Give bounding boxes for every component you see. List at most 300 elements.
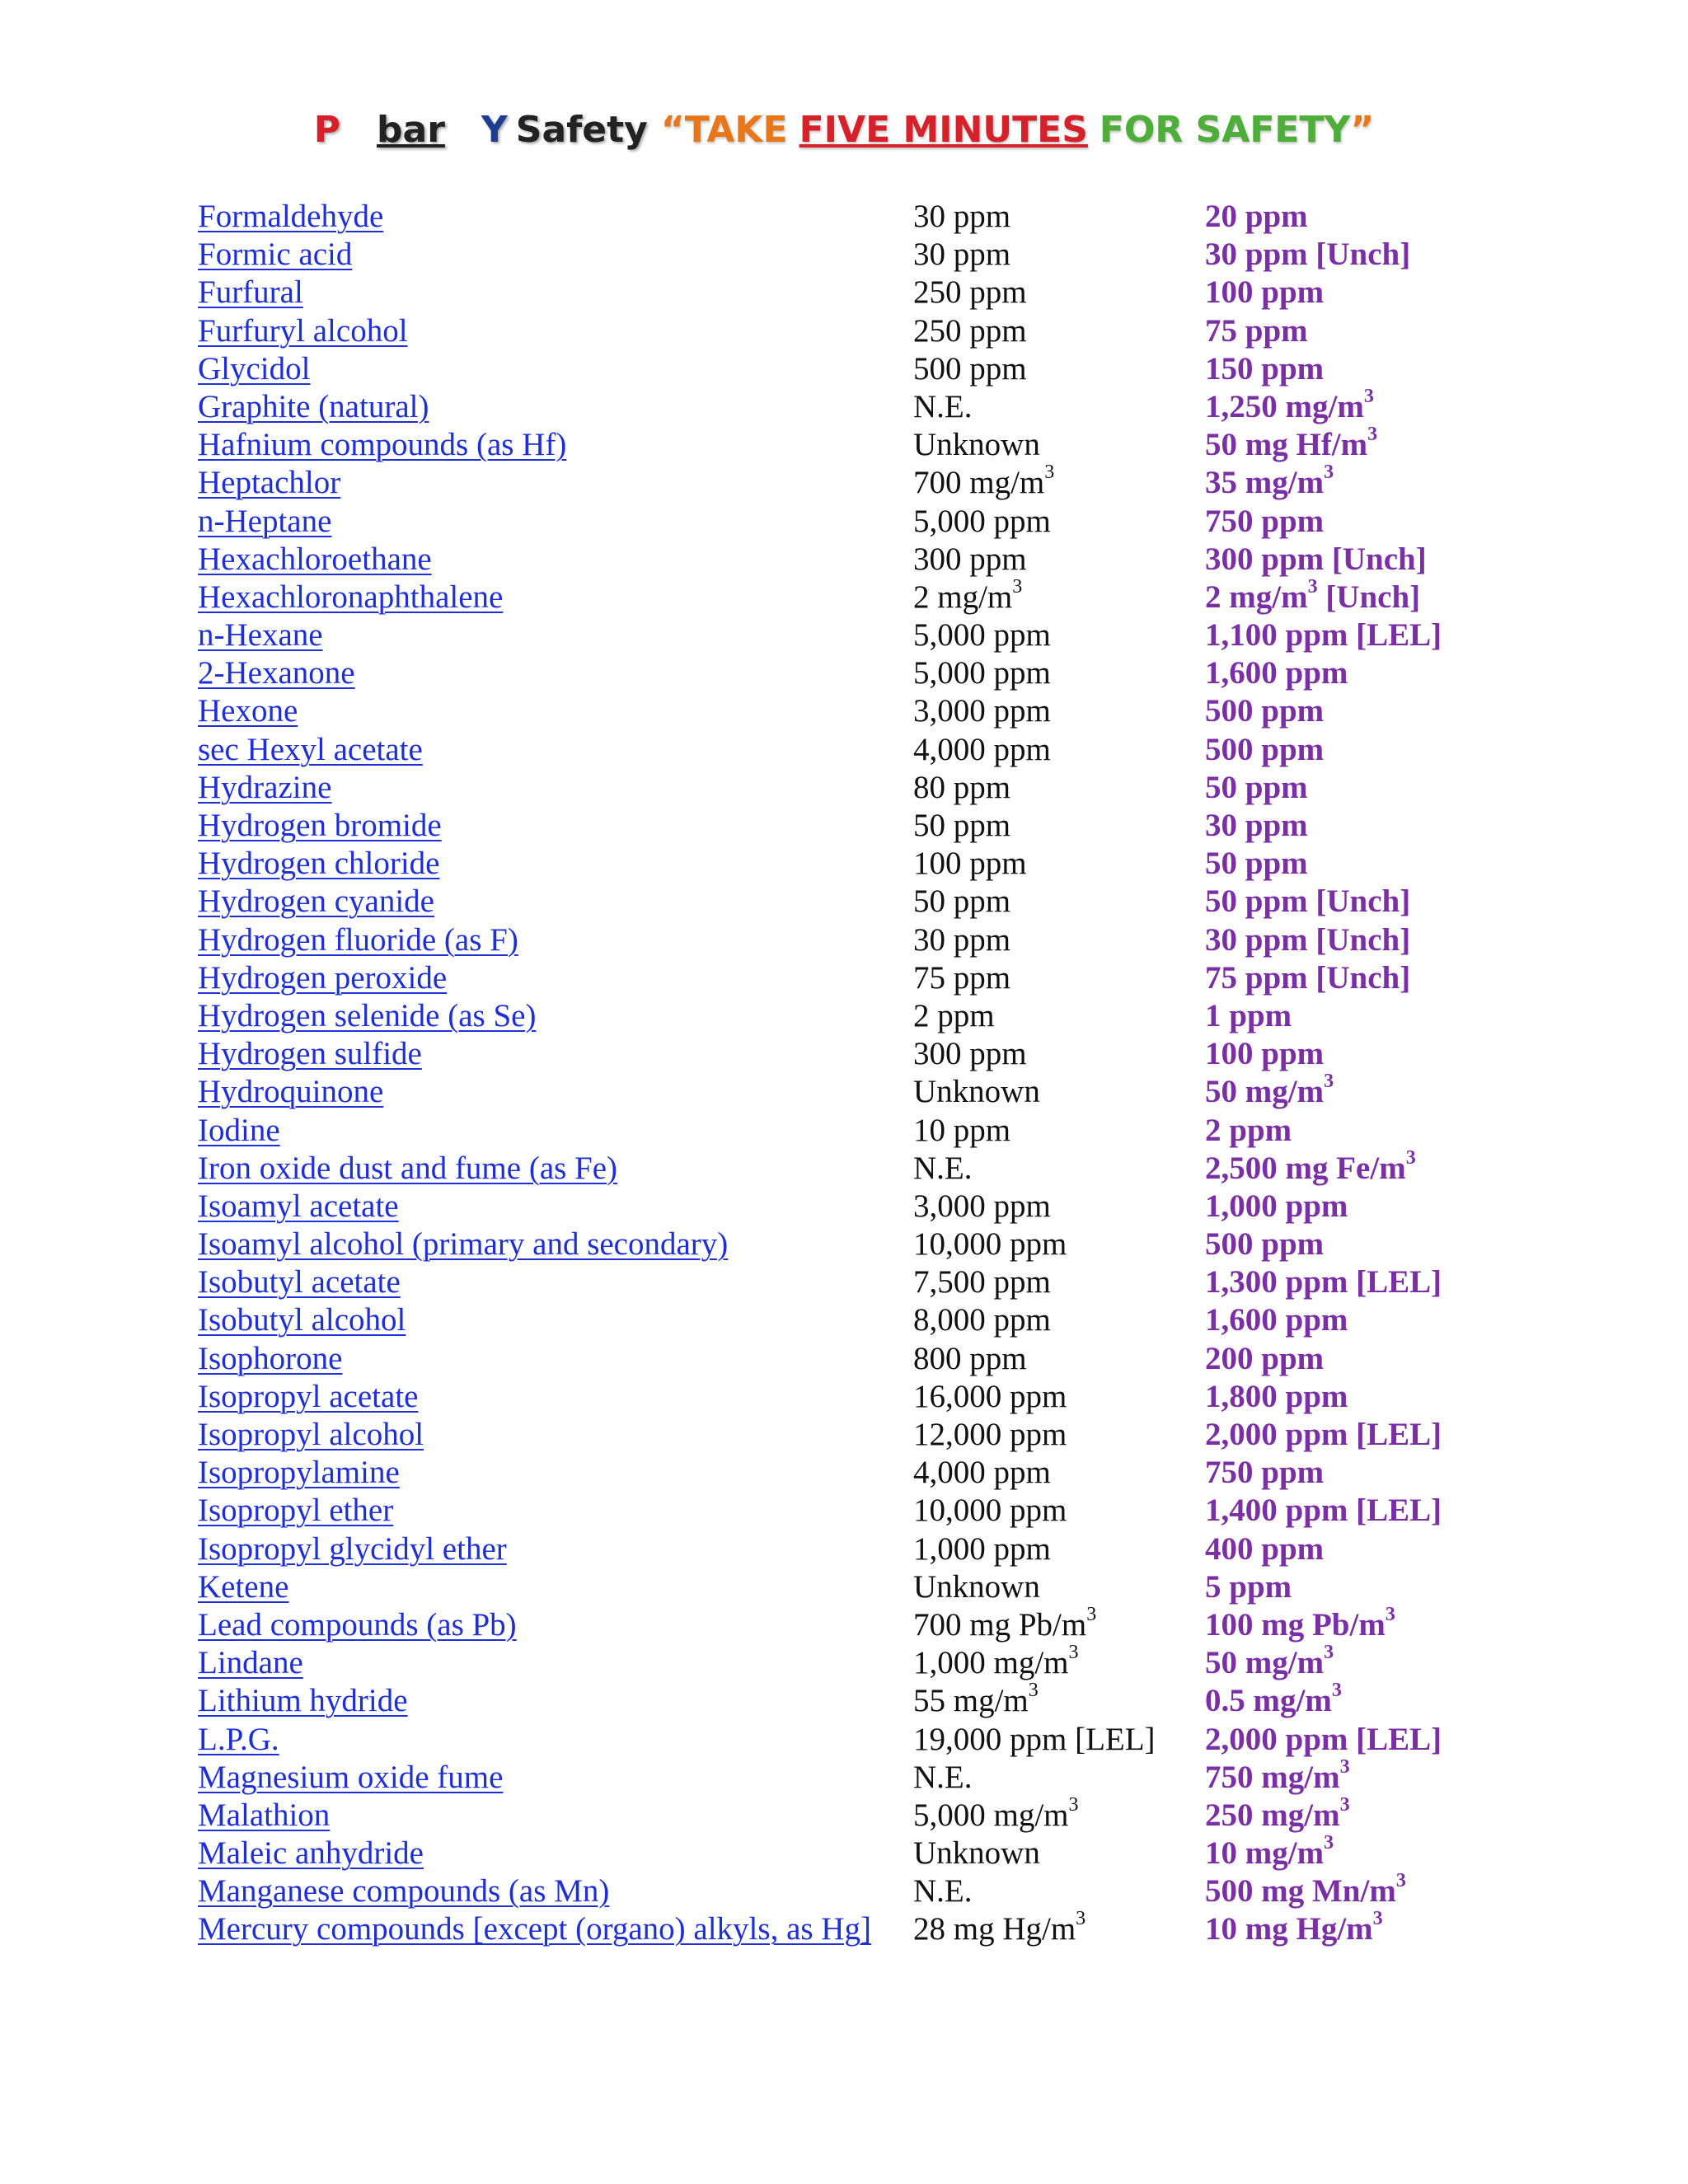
revised-idlh-value — [1205, 807, 1308, 845]
table-row — [198, 1872, 1484, 1910]
revised-idlh-value — [1205, 1112, 1292, 1150]
chemical-name-link[interactable]: Hydrogen peroxide — [198, 959, 448, 996]
header-close-quote: ” — [1350, 109, 1375, 151]
table-row — [198, 959, 1484, 997]
idlh-value-text: 10 ppm — [913, 1112, 1011, 1148]
idlh-value-text: 5,000 ppm — [913, 617, 1051, 654]
revised-idlh-value — [1205, 1035, 1324, 1073]
idlh-value — [913, 769, 1010, 807]
revised-idlh-value — [1205, 1682, 1342, 1720]
idlh-value — [913, 654, 1051, 692]
revised-idlh-value — [1205, 1188, 1348, 1226]
idlh-value-text: N.E. — [913, 1759, 973, 1795]
revised-idlh-value — [1205, 1263, 1442, 1301]
idlh-value — [913, 541, 1027, 579]
revised-idlh-text: 2,000 ppm [LEL] — [1205, 1417, 1442, 1452]
revised-idlh-text: 750 ppm — [1205, 1455, 1325, 1491]
revised-idlh-superscript: 3 — [1405, 1146, 1416, 1169]
table-row — [198, 1454, 1484, 1492]
header-logo-y: Y — [481, 109, 508, 151]
revised-idlh-text: 1,000 ppm — [1205, 1188, 1348, 1224]
idlh-value — [913, 1378, 1067, 1416]
revised-idlh-superscript: 3 — [1363, 385, 1374, 407]
revised-idlh-text: 50 mg/m — [1205, 1645, 1325, 1681]
chemical-name-link[interactable]: n-Hexane — [198, 617, 323, 654]
idlh-value — [913, 350, 1027, 388]
idlh-value — [913, 388, 973, 426]
revised-idlh-text: 0.5 mg/m — [1205, 1683, 1332, 1719]
chemical-name-link[interactable]: 2-Hexanone — [198, 655, 355, 691]
idlh-value-text: 300 ppm — [913, 541, 1027, 577]
table-row — [198, 1682, 1484, 1720]
idlh-value-text: 2 ppm — [913, 997, 995, 1033]
idlh-value-text: 500 ppm — [913, 350, 1027, 387]
idlh-value — [913, 1910, 1085, 1948]
idlh-value — [913, 1035, 1027, 1073]
idlh-value-text: 250 ppm — [913, 274, 1027, 311]
revised-idlh-value — [1205, 503, 1324, 541]
header-safety: Safety — [515, 109, 648, 151]
revised-idlh-text: 750 ppm — [1205, 503, 1325, 539]
idlh-value — [913, 1644, 1079, 1682]
revised-idlh-text: 10 mg/m — [1205, 1835, 1325, 1872]
idlh-value — [913, 1301, 1051, 1339]
revised-idlh-text: 50 ppm — [1205, 769, 1308, 805]
idlh-value — [913, 236, 1010, 274]
idlh-value — [913, 616, 1051, 654]
idlh-value-text: 28 mg Hg/m — [913, 1911, 1076, 1947]
table-row — [198, 845, 1484, 883]
revised-idlh-text: 200 ppm — [1205, 1340, 1325, 1376]
idlh-value — [913, 1603, 1097, 1644]
revised-idlh-value — [1205, 385, 1374, 426]
table-row — [198, 1910, 1484, 1948]
table-row — [198, 1263, 1484, 1301]
chemical-name-link[interactable]: Hydrogen cyanide — [198, 883, 434, 920]
table-row — [198, 769, 1484, 807]
idlh-value-text: 3,000 ppm — [913, 1188, 1051, 1224]
header-for-safety: FOR SAFETY — [1100, 105, 1350, 155]
table-row — [198, 1530, 1484, 1568]
revised-idlh-value — [1205, 350, 1324, 388]
idlh-value-text: 5,000 ppm — [913, 503, 1051, 539]
revised-idlh-text: 75 ppm — [1205, 312, 1308, 349]
chemical-name-link[interactable]: Mercury compounds [except (organo) alkyls, as Hg] — [198, 1911, 871, 1947]
idlh-value — [913, 692, 1051, 730]
idlh-value — [913, 1263, 1051, 1301]
idlh-superscript: 3 — [1076, 1908, 1086, 1930]
revised-idlh-text: 1,100 ppm [LEL] — [1205, 617, 1442, 654]
revised-idlh-value — [1205, 883, 1410, 921]
table-row — [198, 350, 1484, 388]
revised-idlh-value — [1205, 1416, 1442, 1454]
idlh-value-text: 7,500 ppm — [913, 1264, 1051, 1301]
revised-idlh-value — [1205, 1301, 1348, 1339]
revised-idlh-superscript: 3 — [1307, 575, 1318, 598]
table-row — [198, 236, 1484, 274]
table-row — [198, 198, 1484, 236]
table-row — [198, 1793, 1484, 1835]
idlh-value-text: 80 ppm — [913, 769, 1011, 805]
revised-idlh-superscript: 3 — [1324, 462, 1334, 484]
chemical-name-link[interactable]: Hexone — [198, 693, 298, 729]
revised-idlh-value — [1205, 1492, 1442, 1530]
table-row — [198, 921, 1484, 959]
revised-idlh-text: 1,250 mg/m — [1205, 388, 1364, 424]
revised-idlh-superscript: 3 — [1324, 1071, 1334, 1093]
chemical-name-link[interactable]: Hydrazine — [198, 769, 332, 805]
revised-idlh-text: 2 ppm — [1205, 1112, 1292, 1148]
revised-idlh-text: 1,400 ppm [LEL] — [1205, 1493, 1442, 1529]
idlh-value — [913, 1721, 1156, 1759]
idlh-value-text: Unknown — [913, 1568, 1040, 1605]
chemical-name-link[interactable]: Graphite (natural) — [198, 388, 429, 424]
chemical-name-link[interactable]: Glycidol — [198, 350, 311, 387]
idlh-value-text: N.E. — [913, 388, 973, 424]
revised-idlh-text: 30 ppm [Unch] — [1205, 237, 1411, 273]
revised-idlh-text: 50 mg Hf/m — [1205, 427, 1368, 463]
idlh-value-text: 8,000 ppm — [913, 1302, 1051, 1338]
table-row — [198, 575, 1484, 616]
idlh-value — [913, 1454, 1051, 1492]
idlh-value-text: 50 ppm — [913, 808, 1011, 843]
idlh-superscript: 3 — [1086, 1603, 1097, 1625]
revised-idlh-value — [1205, 921, 1410, 959]
chemical-name-link[interactable]: Magnesium oxide fume — [198, 1759, 504, 1795]
idlh-value — [913, 1112, 1010, 1150]
chemical-name-link[interactable]: Isoamyl acetate — [198, 1188, 399, 1224]
chemical-name-link[interactable]: Ketene — [198, 1568, 289, 1605]
revised-idlh-value — [1205, 1378, 1348, 1416]
idlh-superscript: 3 — [1044, 462, 1055, 484]
table-row — [198, 1492, 1484, 1530]
idlh-value — [913, 1073, 1040, 1111]
chemical-name-link[interactable]: Iron oxide dust and fume (as Fe) — [198, 1150, 618, 1186]
idlh-value-text: 2 mg/m — [913, 579, 1013, 615]
revised-idlh-text: 2 mg/m — [1205, 579, 1308, 615]
revised-idlh-text: 500 ppm — [1205, 693, 1325, 729]
idlh-value — [913, 198, 1010, 236]
idlh-superscript: 3 — [1068, 1793, 1079, 1816]
idlh-value-text: 30 ppm — [913, 199, 1011, 234]
idlh-value — [913, 1835, 1040, 1872]
revised-idlh-value — [1205, 575, 1421, 616]
idlh-value-text: 700 mg Pb/m — [913, 1606, 1087, 1643]
revised-idlh-value — [1205, 1832, 1334, 1872]
revised-idlh-text: 50 ppm [Unch] — [1205, 883, 1411, 920]
revised-idlh-superscript: 3 — [1385, 1603, 1395, 1625]
idlh-value-text: 300 ppm — [913, 1036, 1027, 1072]
chemical-name-link[interactable]: Hexachloroethane — [198, 541, 432, 577]
header-logo-p: P — [313, 109, 340, 151]
table-row — [198, 503, 1484, 541]
revised-idlh-text: 75 ppm [Unch] — [1205, 959, 1411, 996]
revised-idlh-text: 5 ppm — [1205, 1568, 1292, 1605]
table-row — [198, 1832, 1484, 1872]
chemical-name-link[interactable]: Isopropyl glycidyl ether — [198, 1530, 507, 1567]
table-row — [198, 1644, 1484, 1682]
revised-idlh-value — [1205, 1755, 1350, 1797]
idlh-superscript: 3 — [1068, 1642, 1079, 1664]
revised-idlh-value — [1205, 1603, 1395, 1644]
revised-idlh-text: 1,600 ppm — [1205, 1302, 1348, 1338]
table-row — [198, 997, 1484, 1035]
revised-idlh-superscript: 3 — [1339, 1755, 1350, 1778]
revised-idlh-value — [1205, 1530, 1324, 1568]
revised-idlh-value — [1205, 1073, 1334, 1111]
revised-idlh-value — [1205, 654, 1348, 692]
header-five-minutes: FIVE MINUTES — [799, 109, 1088, 151]
table-row — [198, 692, 1484, 730]
idlh-value-text: Unknown — [913, 427, 1040, 463]
revised-idlh-text: 250 mg/m — [1205, 1797, 1340, 1833]
revised-idlh-text: 150 ppm — [1205, 350, 1325, 387]
chemical-name-link[interactable]: Hydroquinone — [198, 1074, 384, 1110]
revised-idlh-text: 500 ppm — [1205, 1226, 1325, 1263]
revised-idlh-value — [1205, 1340, 1324, 1378]
revised-idlh-superscript: 3 — [1372, 1908, 1383, 1930]
idlh-value-text: 1,000 mg/m — [913, 1645, 1069, 1681]
revised-idlh-value — [1205, 1872, 1406, 1910]
revised-idlh-text: 20 ppm — [1205, 199, 1308, 234]
table-row — [198, 385, 1484, 426]
idlh-value — [913, 1872, 973, 1910]
revised-idlh-superscript: 3 — [1324, 1642, 1334, 1664]
idlh-value — [913, 575, 1023, 616]
header-logo-bar: bar — [377, 109, 445, 151]
idlh-value — [913, 1530, 1051, 1568]
chemical-name-link[interactable]: Hydrogen selenide (as Se) — [198, 997, 537, 1033]
idlh-superscript: 3 — [1028, 1680, 1039, 1702]
chemical-name-link[interactable]: Hydrogen sulfide — [198, 1036, 422, 1072]
idlh-value-text: 5,000 ppm — [913, 655, 1051, 691]
idlh-value — [913, 1793, 1079, 1835]
revised-idlh-value — [1205, 997, 1292, 1035]
idlh-value — [913, 959, 1010, 997]
idlh-value-text: N.E. — [913, 1873, 973, 1910]
revised-idlh-text: 10 mg Hg/m — [1205, 1911, 1373, 1947]
revised-idlh-value — [1205, 1910, 1383, 1948]
revised-idlh-value — [1205, 1146, 1416, 1188]
chemical-name-link[interactable]: Isopropylamine — [198, 1455, 400, 1491]
idlh-value — [913, 1226, 1067, 1263]
revised-idlh-value — [1205, 959, 1410, 997]
header-take: TAKE — [684, 109, 788, 151]
revised-idlh-value — [1205, 541, 1427, 579]
idlh-value-text: 100 ppm — [913, 846, 1027, 882]
idlh-value-text: 4,000 ppm — [913, 731, 1051, 767]
idlh-value-text: 55 mg/m — [913, 1683, 1029, 1719]
revised-idlh-value — [1205, 616, 1442, 654]
table-row — [198, 1340, 1484, 1378]
chemical-name-link[interactable]: Lithium hydride — [198, 1683, 408, 1719]
revised-idlh-text: 1,300 ppm [LEL] — [1205, 1264, 1442, 1301]
table-row — [198, 1568, 1484, 1606]
chemical-name-link[interactable]: Iodine — [198, 1112, 280, 1148]
table-row — [198, 1188, 1484, 1226]
idlh-value — [913, 883, 1010, 921]
idlh-value — [913, 1416, 1067, 1454]
chemical-name-link[interactable]: Malathion — [198, 1797, 331, 1833]
revised-idlh-tail: [Unch] — [1317, 579, 1421, 615]
idlh-superscript: 3 — [1012, 575, 1023, 598]
revised-idlh-value — [1205, 198, 1308, 236]
revised-idlh-text: 100 mg Pb/m — [1205, 1606, 1386, 1643]
chemical-name-link[interactable]: Hydrogen chloride — [198, 846, 440, 882]
chemical-name-link[interactable]: Isopropyl alcohol — [198, 1417, 424, 1452]
revised-idlh-text: 30 ppm [Unch] — [1205, 921, 1411, 958]
chemical-name-link[interactable]: Formic acid — [198, 237, 353, 273]
revised-idlh-text: 100 ppm — [1205, 274, 1325, 311]
chemical-name-link[interactable]: n-Heptane — [198, 503, 332, 539]
chemical-name-link[interactable]: Formaldehyde — [198, 199, 384, 234]
chemical-name-link[interactable]: Lead compounds (as Pb) — [198, 1606, 517, 1643]
idlh-value-text: Unknown — [913, 1835, 1040, 1872]
idlh-value — [913, 807, 1010, 845]
chemical-name-link[interactable]: Hafnium compounds (as Hf) — [198, 427, 567, 463]
idlh-value-text: 19,000 ppm [LEL] — [913, 1721, 1156, 1757]
idlh-value — [913, 1682, 1039, 1720]
idlh-value-text: 30 ppm — [913, 921, 1011, 958]
chemical-name-link[interactable]: Hydrogen fluoride (as F) — [198, 921, 518, 958]
revised-idlh-text: 300 ppm [Unch] — [1205, 541, 1427, 577]
chemical-name-link[interactable]: Manganese compounds (as Mn) — [198, 1873, 610, 1910]
idlh-value-text: 700 mg/m — [913, 465, 1045, 501]
idlh-value-text: N.E. — [913, 1150, 973, 1186]
revised-idlh-superscript: 3 — [1367, 424, 1378, 446]
idlh-value — [913, 921, 1010, 959]
idlh-value-text: 10,000 ppm — [913, 1493, 1067, 1529]
idlh-value — [913, 731, 1051, 769]
idlh-value — [913, 312, 1027, 350]
revised-idlh-text: 2,500 mg Fe/m — [1205, 1150, 1406, 1186]
revised-idlh-value — [1205, 312, 1308, 350]
table-row — [198, 616, 1484, 654]
table-row — [198, 654, 1484, 692]
idlh-value — [913, 845, 1027, 883]
idlh-value-text: 3,000 ppm — [913, 693, 1051, 729]
chemical-name-link[interactable]: Furfural — [198, 274, 303, 311]
revised-idlh-text: 500 ppm — [1205, 731, 1325, 767]
revised-idlh-text: 100 ppm — [1205, 1036, 1325, 1072]
idlh-value — [913, 997, 995, 1035]
table-row — [198, 1226, 1484, 1263]
revised-idlh-text: 750 mg/m — [1205, 1759, 1340, 1795]
idlh-value-text: 75 ppm — [913, 959, 1011, 996]
idlh-value — [913, 1150, 973, 1188]
revised-idlh-value — [1205, 1568, 1292, 1606]
table-row — [198, 731, 1484, 769]
table-row — [198, 426, 1484, 464]
revised-idlh-value — [1205, 845, 1308, 883]
revised-idlh-value — [1205, 692, 1324, 730]
table-row — [198, 807, 1484, 845]
idlh-value — [913, 464, 1054, 502]
revised-idlh-text: 50 ppm — [1205, 846, 1308, 882]
revised-idlh-value — [1205, 1454, 1324, 1492]
table-row — [198, 1721, 1484, 1759]
idlh-value-text: 4,000 ppm — [913, 1455, 1051, 1491]
revised-idlh-superscript: 3 — [1331, 1680, 1342, 1702]
chemical-name-link[interactable]: Isopropyl acetate — [198, 1378, 419, 1414]
revised-idlh-value — [1205, 464, 1334, 502]
chemical-name-link[interactable]: L.P.G. — [198, 1721, 279, 1757]
revised-idlh-text: 30 ppm — [1205, 808, 1308, 843]
idlh-value-text: 10,000 ppm — [913, 1226, 1067, 1263]
table-row — [198, 1112, 1484, 1150]
revised-idlh-value — [1205, 769, 1308, 807]
idlh-value-text: 12,000 ppm — [913, 1417, 1067, 1452]
chemical-name-link[interactable]: Maleic anhydride — [198, 1835, 424, 1872]
revised-idlh-value — [1205, 1644, 1334, 1682]
table-row — [198, 1378, 1484, 1416]
table-row — [198, 1755, 1484, 1797]
chemical-name-link[interactable]: Lindane — [198, 1645, 303, 1681]
table-row — [198, 883, 1484, 921]
table-row — [198, 1603, 1484, 1644]
idlh-value-text: 16,000 ppm — [913, 1378, 1067, 1414]
table-row — [198, 274, 1484, 312]
chemical-name-link[interactable]: Hydrogen bromide — [198, 808, 442, 843]
revised-idlh-text: 2,000 ppm [LEL] — [1205, 1721, 1442, 1757]
revised-idlh-superscript: 3 — [1324, 1832, 1334, 1854]
table-row — [198, 464, 1484, 502]
chemical-name-link[interactable]: Isopropyl ether — [198, 1493, 394, 1529]
chemical-name-link[interactable]: Isophorone — [198, 1340, 343, 1376]
table-row — [198, 1073, 1484, 1111]
table-row — [198, 312, 1484, 350]
idlh-value — [913, 426, 1040, 464]
page-header — [0, 105, 1688, 155]
idlh-value-text: 1,000 ppm — [913, 1530, 1051, 1567]
revised-idlh-value — [1205, 1793, 1350, 1835]
idlh-value — [913, 274, 1027, 312]
idlh-value — [913, 1340, 1027, 1378]
idlh-value-text: 50 ppm — [913, 883, 1011, 920]
idlh-value-text: 5,000 mg/m — [913, 1797, 1069, 1833]
chemical-name-link[interactable]: sec Hexyl acetate — [198, 731, 423, 767]
revised-idlh-text: 50 mg/m — [1205, 1074, 1325, 1110]
chemical-name-link[interactable]: Heptachlor — [198, 465, 341, 501]
revised-idlh-value — [1205, 236, 1410, 274]
revised-idlh-superscript: 3 — [1339, 1793, 1350, 1816]
idlh-value-text: Unknown — [913, 1074, 1040, 1110]
idlh-value — [913, 1568, 1040, 1606]
revised-idlh-text: 1 ppm — [1205, 997, 1292, 1033]
idlh-value — [913, 1188, 1051, 1226]
revised-idlh-text: 400 ppm — [1205, 1530, 1325, 1567]
revised-idlh-value — [1205, 1226, 1324, 1263]
revised-idlh-superscript: 3 — [1395, 1870, 1406, 1892]
revised-idlh-value — [1205, 274, 1324, 312]
idlh-value — [913, 503, 1051, 541]
chemical-name-link[interactable]: Hexachloronaphthalene — [198, 579, 504, 615]
table-row — [198, 1301, 1484, 1339]
revised-idlh-text: 1,800 ppm — [1205, 1378, 1348, 1414]
idlh-value — [913, 1759, 973, 1797]
chemical-name-link[interactable]: Isoamyl alcohol (primary and secondary) — [198, 1226, 729, 1263]
revised-idlh-text: 500 mg Mn/m — [1205, 1873, 1396, 1910]
idlh-value — [913, 1492, 1067, 1530]
revised-idlh-value — [1205, 426, 1377, 464]
revised-idlh-text: 35 mg/m — [1205, 465, 1325, 501]
chemical-name-link[interactable]: Isobutyl alcohol — [198, 1302, 406, 1338]
revised-idlh-value — [1205, 731, 1324, 769]
table-row — [198, 541, 1484, 579]
chemical-name-link[interactable]: Furfuryl alcohol — [198, 312, 408, 349]
chemical-name-link[interactable]: Isobutyl acetate — [198, 1264, 401, 1301]
table-row — [198, 1035, 1484, 1073]
